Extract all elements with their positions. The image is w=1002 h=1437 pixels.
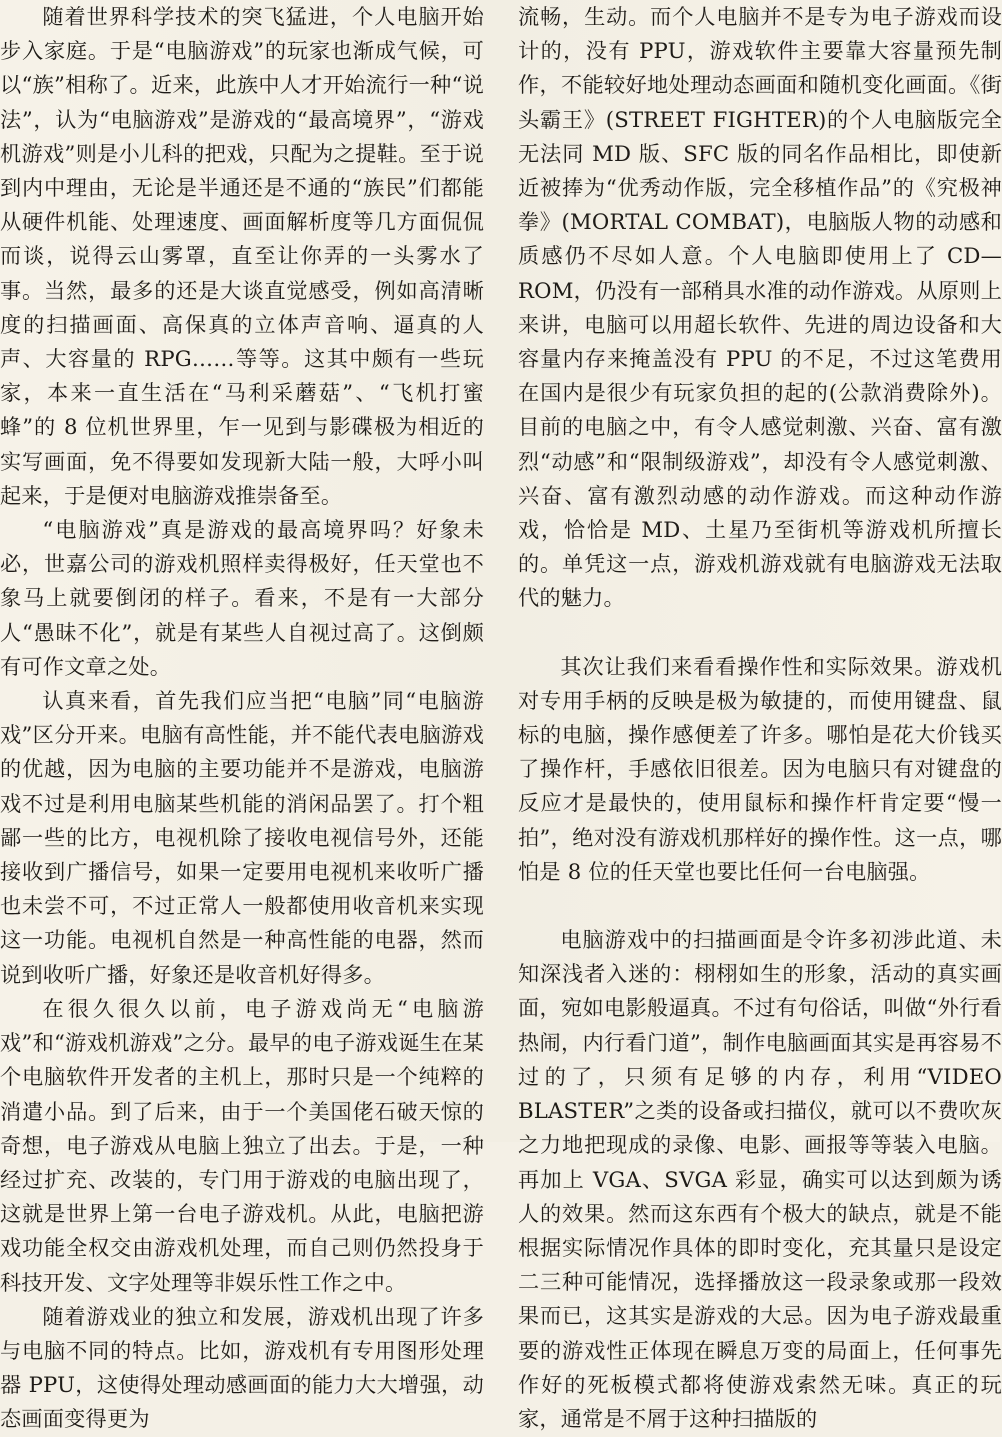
left-paragraph-2: “电脑游戏”真是游戏的最高境界吗？好象未必，世嘉公司的游戏机照样卖得极好，任天堂也不象马上就要倒闭的样子。看来，不是有一大部分人“愚昧不化”，就是有某些人自视过高了。这倒颇有可作文章之处。 (0, 517, 484, 679)
left-paragraph-3: 认真来看，首先我们应当把“电脑”同“电脑游戏”区分开来。电脑有高性能，并不能代表电脑游戏的优越，因为电脑的主要功能并不是游戏，电脑游戏不过是利用电脑某些机能的消闲品罢了。打个粗鄙一些的比方，电视机除了接收电视信号外，还能接收到广播信号，如果一定要用电视机来收听广播也未尝不可，不过正常人一般都使用收音机来实现这一功能。电视机自然是一种高性能的电器，然而说到收听广播，好象还是收音机好得多。 (0, 688, 484, 987)
left-paragraph-4: 在很久很久以前，电子游戏尚无“电脑游戏”和“游戏机游戏”之分。最早的电子游戏诞生在某个电脑软件开发者的主机上，那时只是一个纯粹的消遣小品。到了后来，由于一个美国佬石破天惊的奇想，电子游戏从电脑上独立了出去。于是，一种经过扩充、改装的，专门用于游戏的电脑出现了，这就是世界上第一台电子游戏机。从此，电脑把游戏功能全权交由游戏机处理，而自己则仍然投身于科技开发、文字处理等非娱乐性工作之中。 (0, 995, 484, 1295)
left-column (0, 0, 484, 1432)
left-paragraph-1: 随着世界科学技术的突飞猛进，个人电脑开始步入家庭。于是“电脑游戏”的玩家也渐成气候，可以“族”相称了。近来，此族中人才开始流行一种“说法”，认为“电脑游戏”是游戏的“最高境界”，“游戏机游戏”则是小儿科的把戏，只配为之提鞋。至于说到内中理由，无论是半通还是不通的“族民”们都能从硬件机能、处理速度、画面解析度等几方面侃侃而谈，说得云山雾罩，直至让你弄的一头雾水了事。当然，最多的还是大谈直觉感受，例如高清晰度的扫描画面、高保真的立体声音响、逼真的人声、大容量的 RPG……等等。这其中颇有一些玩家，本来一直生活在“马利采蘑菇”、“飞机打蜜蜂”的 8 位机世界里，乍一见到与影碟极为相近的实写画面，免不得要如发现新大陆一般，大呼小叫起来，于是便对电脑游戏推崇备至。 (0, 4, 484, 508)
right-paragraph-1: 流畅，生动。而个人电脑并不是专为电子游戏而设计的，没有 PPU，游戏软件主要靠大容量预先制作，不能较好地处理动态画面和随机变化画面。《街头霸王》(STREET FIGHTER)的个人电脑版完全无法同 MD 版、SFC 版的同名作品相比，即使新近被捧为“优秀动作版，完全移植作品”的《究极神拳》(MORTAL COMBAT)，电脑版人物的动感和质感仍不尽如人意。个人电脑即使用上了 CD—ROM，仍没有一部稍具水准的动作游戏。从原则上来讲，电脑可以用超长软件、先进的周边设备和大容量内存来掩盖没有 PPU 的不足，不过这笔费用在国内是很少有玩家负担的起的(公款消费除外)。目前的电脑之中，有令人感觉刺激、兴奋、富有激烈“动感”和“限制级游戏”，却没有令人感觉刺激、兴奋、富有激烈动感的动作游戏。而这种动作游戏，恰恰是 MD、土星乃至街机等游戏机所擅长的。单凭这一点，游戏机游戏就有电脑游戏无法取代的魅力。 (518, 4, 1002, 611)
paragraph-gap (518, 616, 1002, 650)
paragraph-gap (518, 889, 1002, 923)
right-paragraph-2: 其次让我们来看看操作性和实际效果。游戏机对专用手柄的反映是极为敏捷的，而使用键盘、鼠标的电脑，操作感便差了许多。哪怕是花大价钱买了操作杆，手感依旧很差。因为电脑只有对键盘的反应才是最快的，使用鼠标和操作杆肯定要“慢一拍”，绝对没有游戏机那样好的操作性。这一点，哪怕是 8 位的任天堂也要比任何一台电脑强。 (518, 653, 1002, 884)
right-paragraph-3: 电脑游戏中的扫描画面是令许多初涉此道、未知深浅者入迷的：栩栩如生的形象，活动的真实画面，宛如电影般逼真。不过有句俗话，叫做“外行看热闹，内行看门道”，制作电脑画面其实是再容易不过的了，只须有足够的内存，利用“VIDEO BLASTER”之类的设备或扫描仪，就可以不费吹灰之力地把现成的录像、电影、画报等等装入电脑。再加上 VGA、SVGA 彩显，确实可以达到颇为诱人的效果。然而这东西有个极大的缺点，就是不能根据实际情况作具体的即时变化，充其量只是设定二三种可能情况，选择播放这一段录象或那一段效果而已，这其实是游戏的大忌。因为电子游戏最重要的游戏性正体现在瞬息万变的局面上，任何事先作好的死板模式都将使游戏索然无味。真正的玩家，通常是不屑于这种扫描版的 (518, 927, 1002, 1431)
left-paragraph-5: 随着游戏业的独立和发展，游戏机出现了许多与电脑不同的特点。比如，游戏机有专用图形处理器 PPU，这使得处理动感画面的能力大大增强，动态画面变得更为 (0, 1303, 484, 1432)
right-column (518, 0, 1002, 1431)
